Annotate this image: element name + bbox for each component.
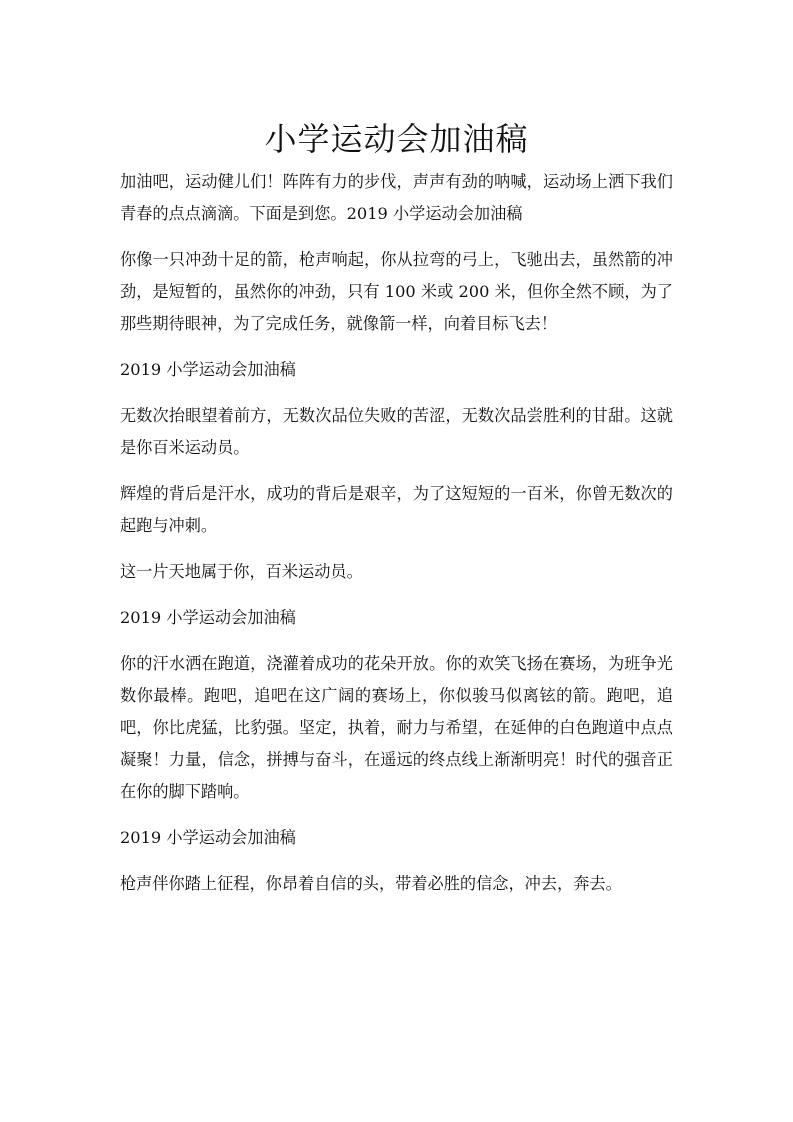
section-heading: 2019 小学运动会加油稿 (120, 828, 296, 847)
section-heading: 2019 小学运动会加油稿 (120, 608, 296, 627)
document-title: 小学运动会加油稿 (264, 120, 529, 159)
track-paragraph: 你的汗水洒在跑道，浇灌着成功的花朵开放。你的欢笑飞扬在赛场，为班争光数你最棒。跑吧，追吧在这广阔的赛场上，你似骏马似离铉的箭。跑吧，追吧，你比虎猛，比豹强。坚定，执着，耐力与希望，在延伸的白色跑道中点点凝聚！力量，信念，拼搏与奋斗，在遥远的终点线上渐渐明亮！时代的强音正在你的脚下踏响。 (120, 654, 673, 801)
document-body (120, 166, 673, 914)
intro-paragraph: 加油吧，运动健儿们！阵阵有力的步伐，声声有劲的呐喊，运动场上洒下我们青春的点点滴滴。下面是到您。2019 小学运动会加油稿 (120, 172, 673, 223)
countless-paragraph: 无数次抬眼望着前方，无数次品位失败的苦涩，无数次品尝胜利的甘甜。这就是你百米运动员。 (120, 406, 673, 457)
arrow-paragraph: 你像一只冲劲十足的箭，枪声响起，你从拉弯的弓上，飞驰出去，虽然箭的冲劲，是短暂的，虽然你的冲劲，只有 100 米或 200 米，但你全然不顾，为了那些期待眼神，为了完成任务，就像箭一样，向着目标飞去！ (120, 250, 673, 333)
sweat-paragraph: 辉煌的背后是汗水，成功的背后是艰辛，为了这短短的一百米，你曾无数次的起跑与冲刺。 (120, 484, 673, 535)
section-heading: 2019 小学运动会加油稿 (120, 360, 296, 379)
field-paragraph: 这一片天地属于你，百米运动员。 (120, 562, 363, 581)
gunshot-paragraph: 枪声伴你踏上征程，你昂着自信的头，带着必胜的信念，冲去，奔去。 (120, 874, 622, 893)
